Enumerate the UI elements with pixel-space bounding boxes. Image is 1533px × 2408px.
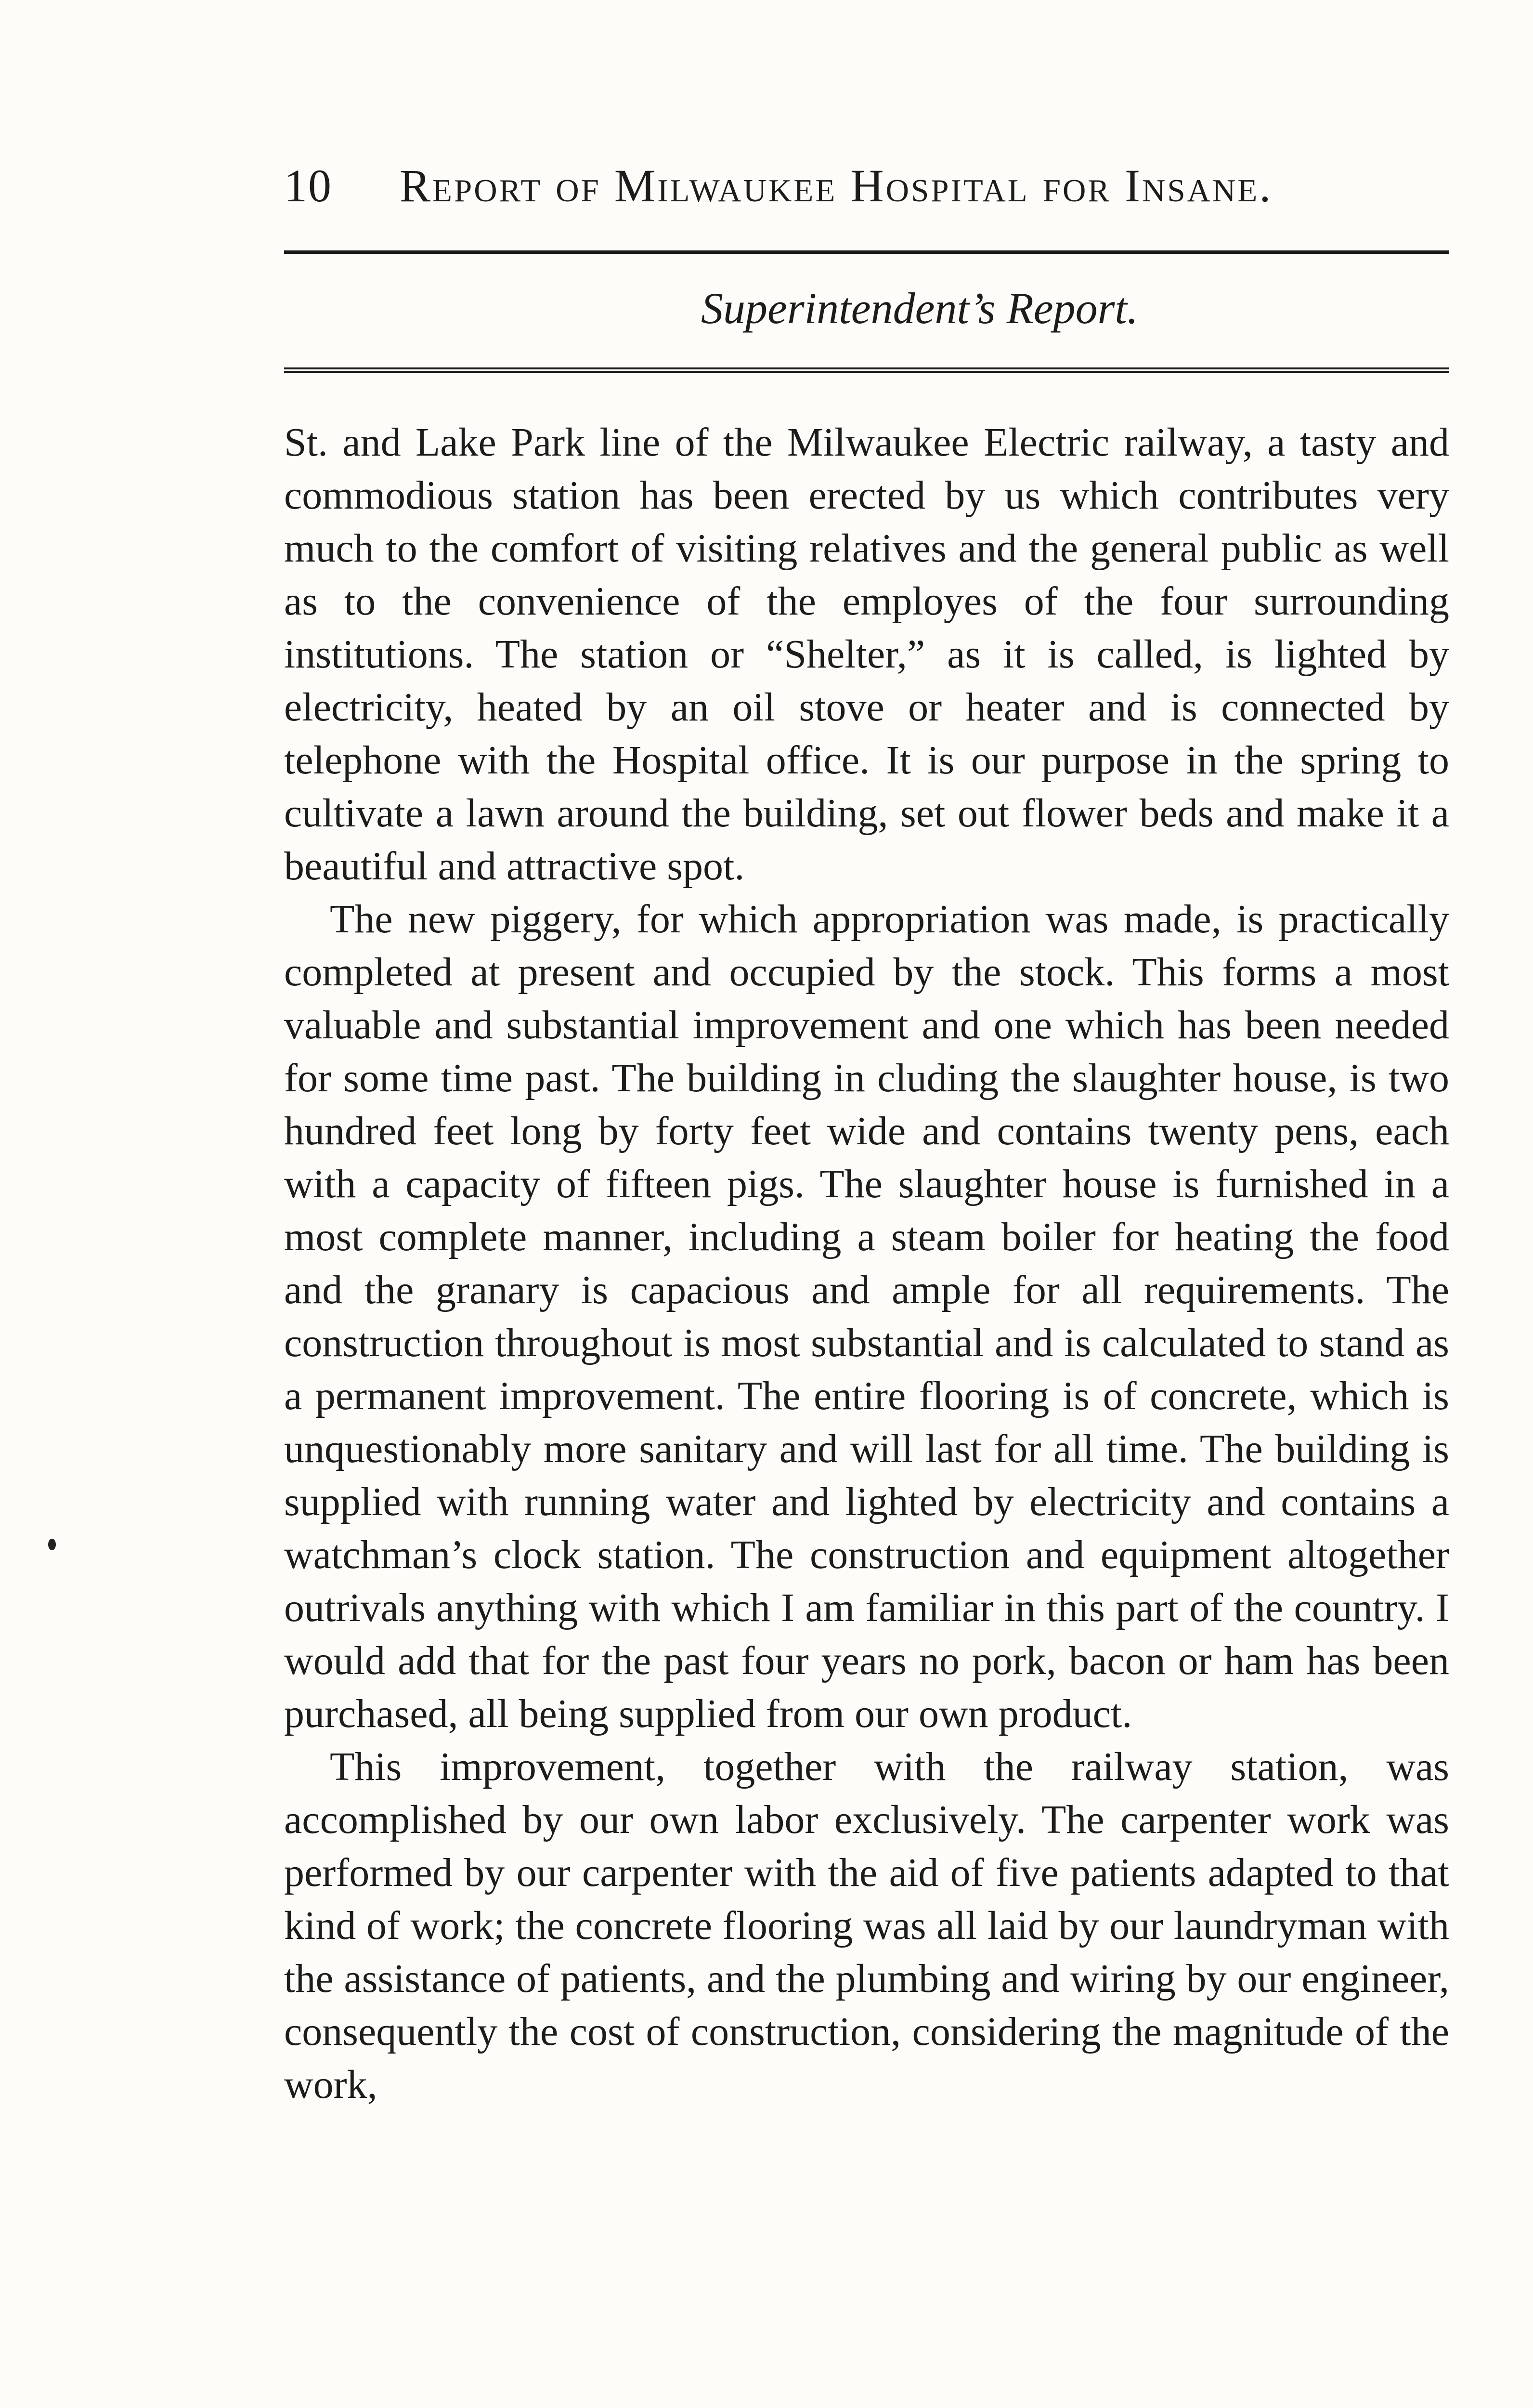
paragraph-2: The new piggery, for which appropriation was made, is practically completed at present and occupied by the stock. This forms a most valuable and substantial improvement and one which has been needed for some time past. The building in cluding the slaughter house, is two hundred feet long by forty feet wide and contains twenty pens, each with a capacity of fifteen pigs. The slaughter house is furnished in a most complete manner, including a steam boiler for heating the food and the granary is capacious and ample for all requirements. The construction throughout is most substantial and is calculated to stand as a permanent improvement. The entire flooring is of concrete, which is unquestionably more sanitary and will last for all time. The building is supplied with running water and lighted by electricity and contains a watchman’s clock station. The construction and equipment altogether outrivals anything with which I am familiar in this part of the country. I would add that for the past four years no pork, bacon or ham has been purchased, all being supplied from our own product. <box>284 897 1449 1736</box>
running-title: Report of Milwaukee Hospital for Insane. <box>400 160 1273 211</box>
paragraph-1: St. and Lake Park line of the Milwaukee Electric railway, a tasty and commodious station has been erected by us which contributes very much to the comfort of visiting relatives and the general public as well as to the convenience of the employes of the four surrounding institutions. The station or “Shelter,” as it is called, is lighted by electricity, heated by an oil stove or heater and is connected by telephone with the Hospital office. It is our purpose in the spring to cultivate a lawn around the building, set out flower beds and make it a beautiful and attractive spot. <box>284 420 1449 889</box>
header-rule <box>284 250 1449 254</box>
section-rule <box>284 367 1449 373</box>
running-header <box>284 159 1449 217</box>
section-heading: Superintendent’s Report. <box>701 284 1138 333</box>
body-text <box>284 416 1449 2111</box>
ink-speck <box>48 1539 56 1550</box>
page-number: 10 <box>284 160 332 211</box>
document-page <box>284 159 1449 2111</box>
paragraph-3: This improvement, together with the railway station, was accomplished by our own labor exclusively. The carpenter work was performed by our carpenter with the aid of five patients adapted to that kind of work; the concrete flooring was all laid by our laundryman with the assistance of patients, and the plumbing and wiring by our engineer, consequently the cost of construction, considering the magnitude of the work, <box>284 1744 1449 2107</box>
